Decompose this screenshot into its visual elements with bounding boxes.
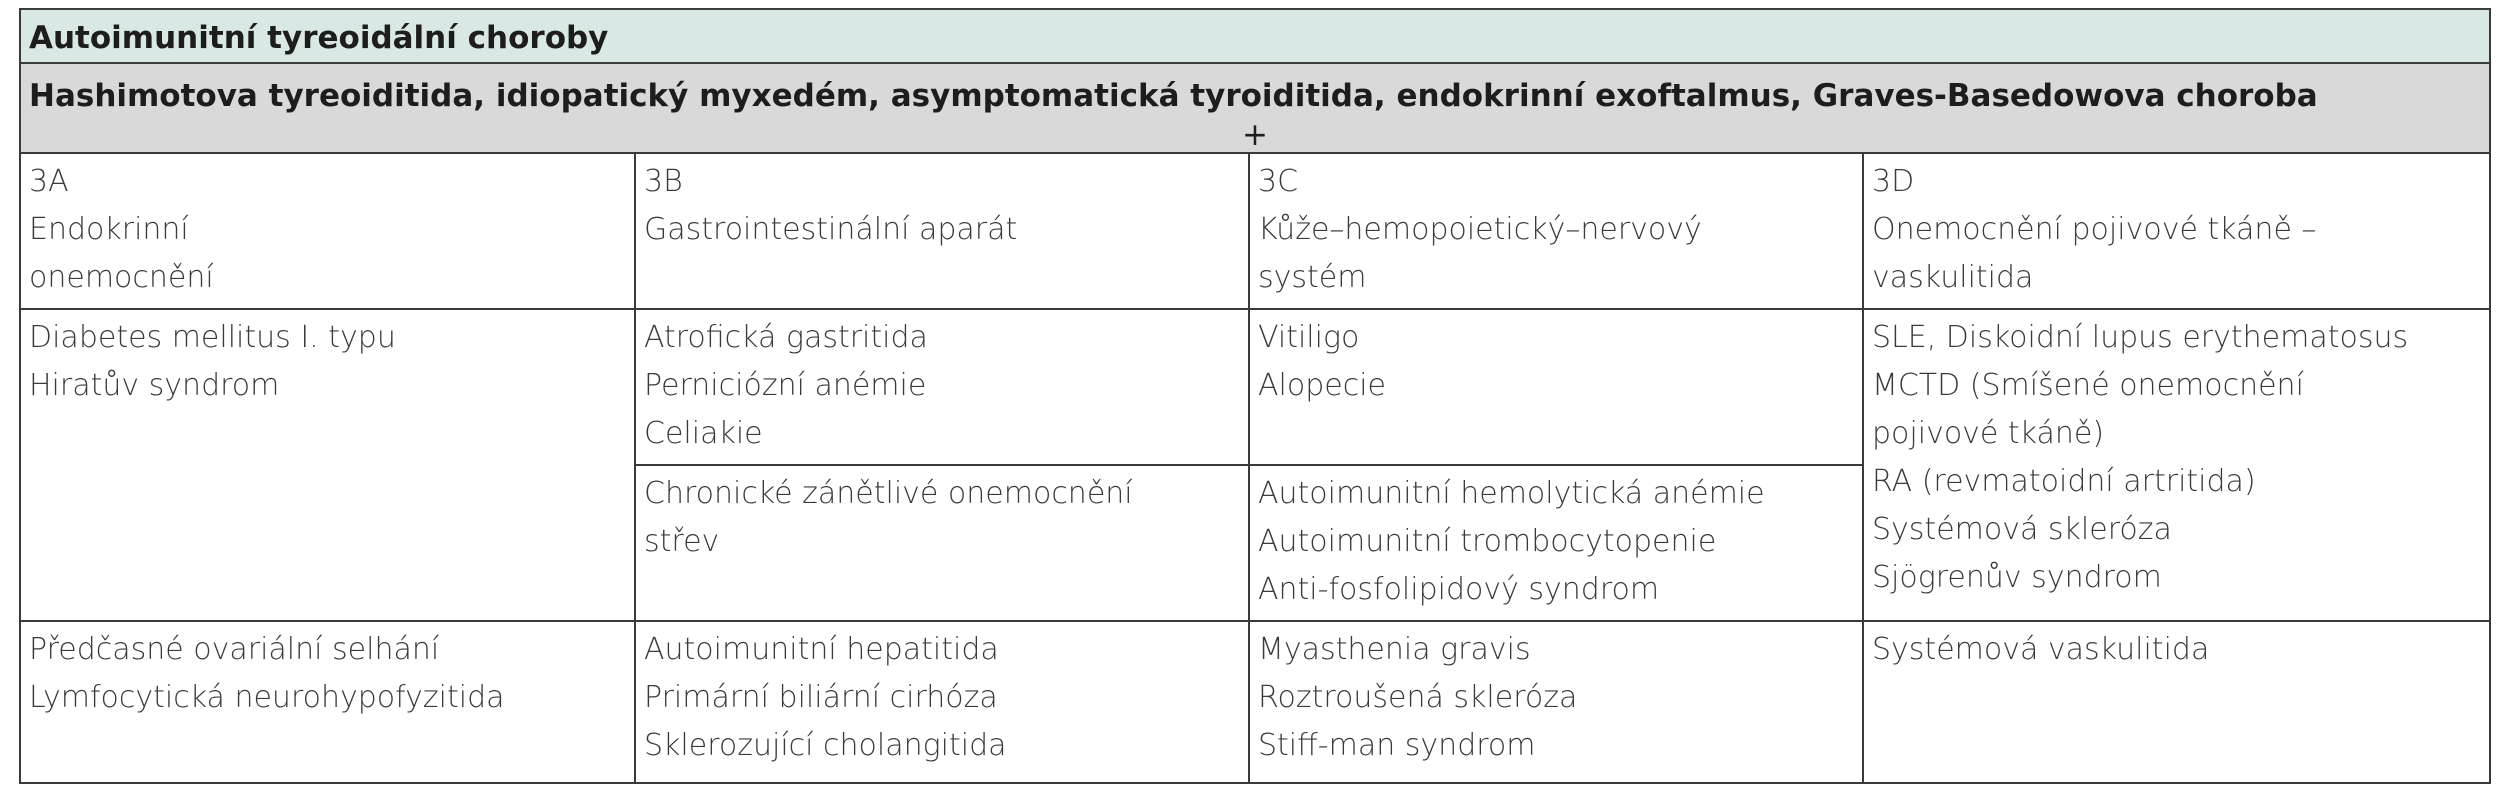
column-code: 3B (644, 164, 683, 199)
column-code: 3A (29, 164, 69, 199)
table-subtitle-cell (20, 63, 2490, 153)
list-item: Celiakie (644, 416, 763, 451)
list-item: Diabetes mellitus I. typu (29, 320, 396, 355)
list-item: Myasthenia gravis (1258, 632, 1531, 667)
list-item: Systémová vaskulitida (1872, 632, 2210, 667)
list-item: Autoimunitní trombocytopenie (1258, 524, 1717, 559)
column-code: 3D (1872, 164, 1915, 199)
table-subtitle-row (20, 63, 2490, 153)
column-header-3d (1863, 153, 2490, 309)
cell-3d-row1 (1863, 309, 2490, 621)
list-item: pojivové tkáně) (1872, 416, 2105, 451)
list-item: MCTD (Smíšené onemocnění (1872, 368, 2304, 403)
column-label: onemocnění (29, 260, 214, 295)
list-item: Alopecie (1258, 368, 1386, 403)
table-wrapper (19, 8, 2489, 784)
column-label: Endokrinní (29, 212, 189, 247)
cell-3b-row1-bottom (635, 465, 1249, 621)
column-code: 3C (1258, 164, 1299, 199)
list-item: Primární biliární cirhóza (644, 680, 998, 715)
cell-3b-row2 (635, 621, 1249, 783)
list-item: Vitiligo (1258, 320, 1360, 355)
column-header-3c (1249, 153, 1863, 309)
column-label: Gastrointestinální aparát (644, 212, 1018, 247)
table-row (20, 309, 2490, 465)
column-header-3a (20, 153, 635, 309)
table-title: Autoimunitní tyreoidální choroby (20, 9, 2490, 63)
list-item: Stiff-man syndrom (1258, 728, 1536, 763)
list-item: Autoimunitní hepatitida (644, 632, 999, 667)
column-label: systém (1258, 260, 1367, 295)
column-label: Kůže–hemopoietický–nervový (1258, 212, 1702, 247)
list-item: SLE, Diskoidní lupus erythematosus (1872, 320, 2409, 355)
autoimmune-table (19, 8, 2491, 784)
list-item: Sklerozující cholangitida (644, 728, 1007, 763)
column-header-3b (635, 153, 1249, 309)
cell-3c-row1-bottom (1249, 465, 1863, 621)
cell-3a-row1 (20, 309, 635, 621)
list-item: Sjögrenův syndrom (1872, 560, 2162, 595)
list-item: střev (644, 524, 720, 559)
cell-3c-row2 (1249, 621, 1863, 783)
list-item: Anti-fosfolipidový syndrom (1258, 572, 1660, 607)
column-label: vaskulitida (1872, 260, 2034, 295)
table-title-row (20, 9, 2490, 63)
cell-3b-row1-top (635, 309, 1249, 465)
table-subtitle: Hashimotova tyreoiditida, idiopatický myxedém, asymptomatická tyroiditida, endokrinní exoftalmus, Graves-Basedowova choroba (29, 78, 2318, 114)
cell-3a-row2 (20, 621, 635, 783)
cell-3d-row2 (1863, 621, 2490, 783)
list-item: Atrofická gastritida (644, 320, 928, 355)
list-item: Autoimunitní hemolytická anémie (1258, 476, 1765, 511)
list-item: Systémová skleróza (1872, 512, 2172, 547)
column-label: Onemocnění pojivové tkáně – (1872, 212, 2317, 247)
cell-3c-row1-top (1249, 309, 1863, 465)
list-item: Perniciózní anémie (644, 368, 927, 403)
list-item: Chronické zánětlivé onemocnění (644, 476, 1133, 511)
column-header-row (20, 153, 2490, 309)
table-row (20, 621, 2490, 783)
list-item: Lymfocytická neurohypofyzitida (29, 680, 505, 715)
list-item: Předčasné ovariální selhání (29, 632, 440, 667)
list-item: RA (revmatoidní artritida) (1872, 464, 2256, 499)
list-item: Roztroušená skleróza (1258, 680, 1578, 715)
list-item: Hiratův syndrom (29, 368, 280, 403)
plus-sign: + (1242, 117, 1268, 153)
